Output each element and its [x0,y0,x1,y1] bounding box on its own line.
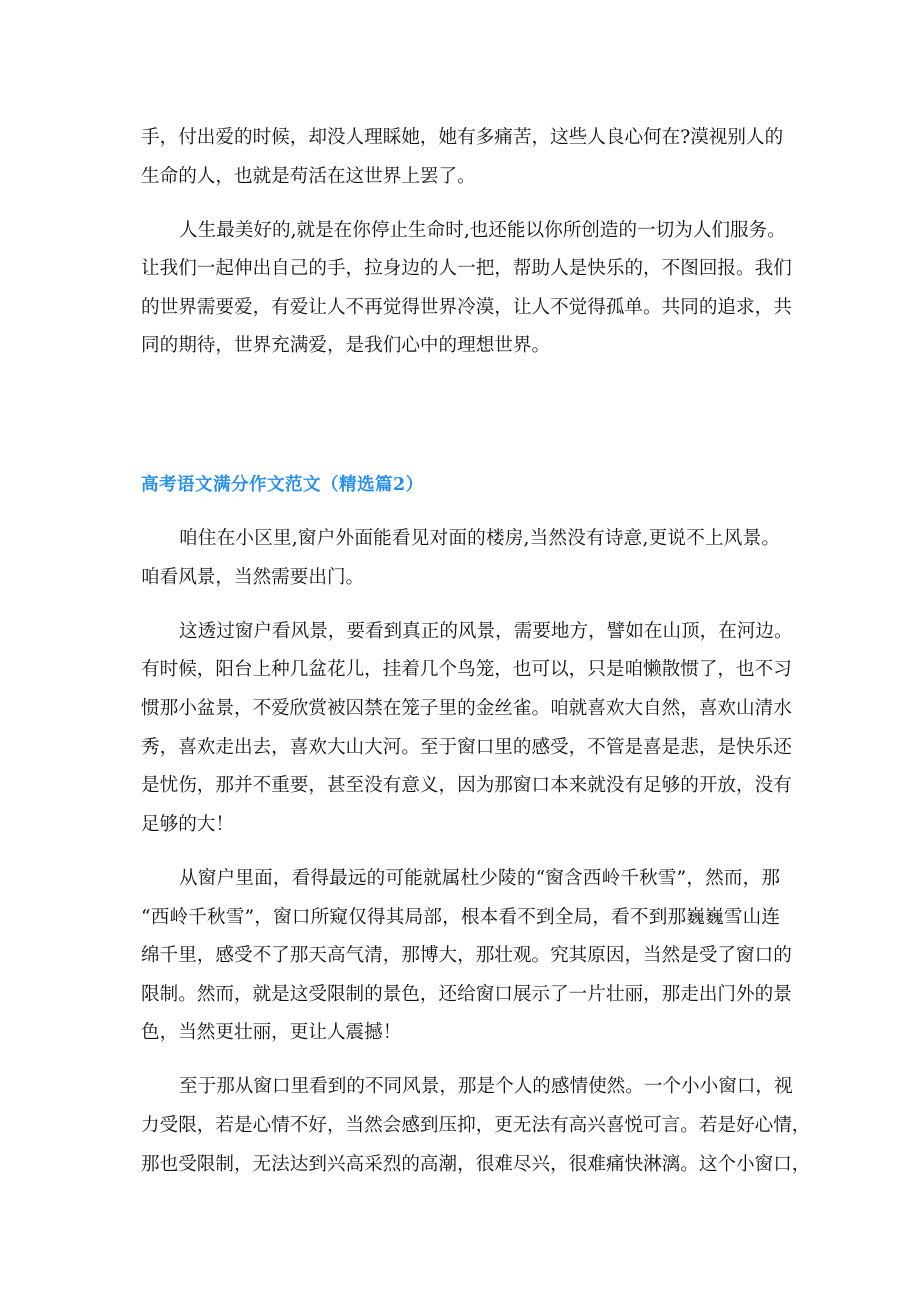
paragraph [141,1068,811,1184]
text-line: 限制。然而，就是这受限制的景色，还给窗口展示了一片壮丽，那走出门外的景 [141,983,792,1005]
text-line: 力受限，若是心情不好，当然会感到压抑，更无法有高兴喜悦可言。若是好心情， [141,1114,811,1136]
text-line: 有时候，阳台上种几盆花儿，挂着几个鸟笼，也可以，只是咱懒散惯了，也不习 [141,659,792,681]
paragraph [141,520,780,597]
text-line: 从窗户里面，看得最远的可能就属杜少陵的“窗含西岭千秋雪”，然而，那 [179,867,780,889]
text-line: 同的期待，世界充满爱，是我们心中的理想世界。 [141,335,551,357]
text-line: 是忧伤，那并不重要，甚至没有意义，因为那窗口本来就没有足够的开放，没有 [141,775,792,797]
paragraph [141,119,784,196]
text-line: 生命的人，也就是苟活在这世界上罢了。 [141,165,476,187]
paragraph [141,212,792,366]
text-line: 让我们一起伸出自己的手，拉身边的人一把，帮助人是快乐的，不图回报。我们 [141,258,792,280]
text-line: 这透过窗户看风景，要看到真正的风景，需要地方，譬如在山顶，在河边。 [179,620,793,642]
paragraph [141,860,792,1053]
text-line: 绵千里，感受不了那天高气清，那博大，那壮观。究其原因，当然是受了窗口的 [141,945,792,967]
text-line: 手，付出爱的时候，却没人理睬她，她有多痛苦，这些人良心何在?漠视别人的 [141,127,784,148]
text-line: 足够的大！ [141,813,234,835]
text-line: 惯那小盆景，不爱欣赏被囚禁在笼子里的金丝雀。咱就喜欢大自然，喜欢山清水 [141,698,792,720]
text-line: 的世界需要爱，有爱让人不再觉得世界冷漠，让人不觉得孤单。共同的追求，共 [141,296,792,318]
section-heading: 高考语文满分作文范文（精选篇2） [141,475,424,496]
paragraph [141,613,793,845]
text-line: 秀，喜欢走出去，喜欢大山大河。至于窗口里的感受，不管是喜是悲，是快乐还 [141,736,792,758]
text-line: “西岭千秋雪”，窗口所窥仅得其局部，根本看不到全局，看不到那巍巍雪山连 [141,906,780,928]
text-line: 咱看风景，当然需要出门。 [141,566,365,588]
text-line: 那也受限制，无法达到兴高采烈的高潮，很难尽兴，很难痛快淋漓。这个小窗口， [141,1153,811,1175]
text-line: 咱住在小区里,窗户外面能看见对面的楼房,当然没有诗意,更说不上风景。 [179,528,780,550]
text-line: 人生最美好的,就是在你停止生命时,也还能以你所创造的一切为人们服务。 [179,219,786,241]
text-line: 至于那从窗口里看到的不同风景，那是个人的感情使然。一个小小窗口，视 [179,1076,793,1098]
text-line: 色，当然更壮丽，更让人震撼！ [141,1022,402,1044]
document-body [141,119,811,1184]
